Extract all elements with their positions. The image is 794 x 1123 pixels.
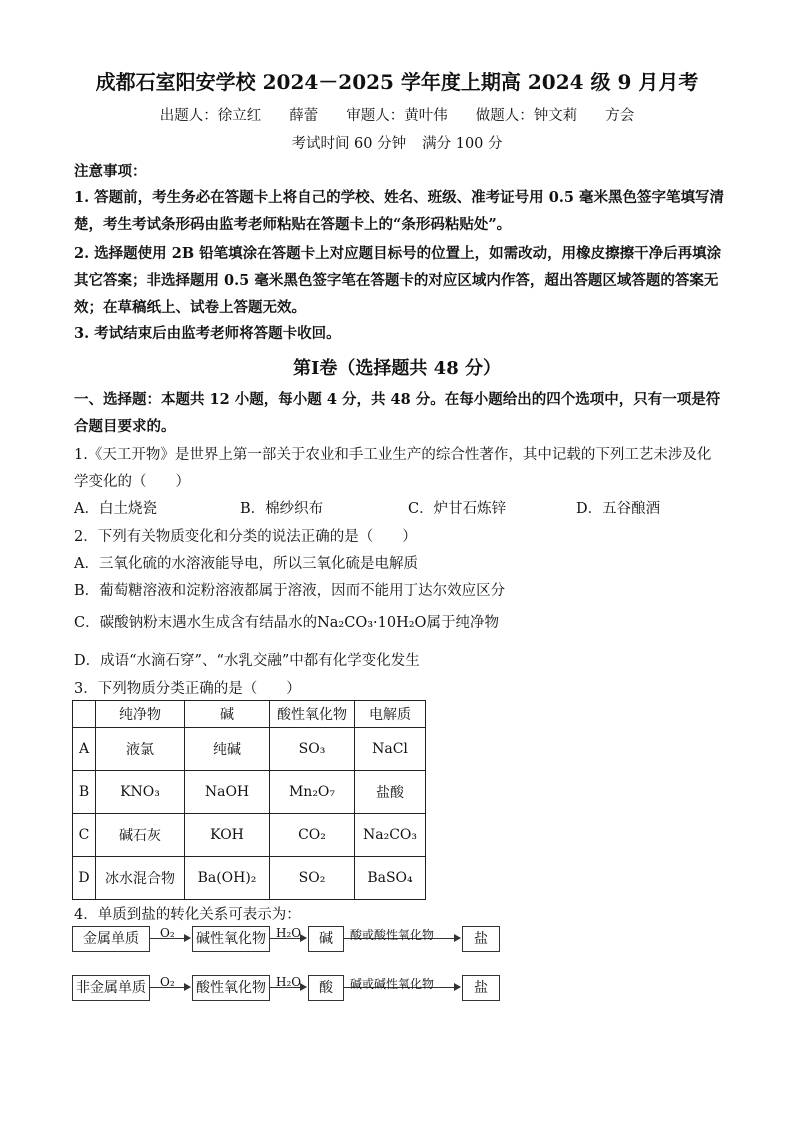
exam-score: 满分 100 分 [422, 136, 503, 152]
table-row [73, 857, 426, 900]
classification-table [72, 700, 426, 900]
note-item-2: 2. 选择题使用 2B 铅笔填涂在答题卡上对应题目标号的位置上，如需改动，用橡皮擦擦干净后再填涂其它答案；非选择题用 0.5 毫米黑色签字笔在答题卡的对应区域内作答，超出答题区域答题的答案无效；在草稿纸上、试卷上答题无效。 [74, 245, 722, 316]
flow-arrow-label: O₂ [160, 926, 175, 940]
setters-label: 出题人： [159, 108, 218, 124]
table-cell: 盐酸 [355, 771, 426, 814]
table-header-cell: 纯净物 [96, 701, 185, 728]
staff-line [0, 104, 794, 125]
exam-info-line [0, 132, 794, 153]
section-title: 第Ⅰ卷（选择题共 48 分） [292, 358, 501, 379]
table-cell: KNO₃ [96, 771, 185, 814]
table-cell: A [73, 728, 96, 771]
table-cell: NaCl [355, 728, 426, 771]
q2-option-d: D．成语“水滴石穿”、“水乳交融”中都有化学变化发生 [74, 653, 420, 669]
question-4-stem: 4．单质到盐的转化关系可表示为： [74, 907, 301, 923]
table-header-cell: 电解质 [355, 701, 426, 728]
q1-option-c: C．炉甘石炼锌 [408, 501, 507, 517]
q1-option-b: B．棉纱织布 [240, 501, 324, 517]
flow-arrow-label: 酸或酸性氧化物 [350, 928, 435, 942]
table-cell: 液氯 [96, 728, 185, 771]
flow-box-acid: 酸 [308, 975, 344, 1001]
question-3-stem: 3．下列物质分类正确的是（ ） [74, 681, 301, 697]
q2-option-a: A．三氧化硫的水溶液能导电，所以三氧化硫是电解质 [74, 556, 418, 572]
flow-arrow [150, 926, 190, 940]
flow-arrow [150, 975, 190, 989]
flow-arrow-label: H₂O [276, 926, 302, 940]
note-item-3: 3. 考试结束后由监考老师将答题卡收回。 [74, 325, 341, 342]
reviewer: 黄叶伟 [404, 108, 448, 124]
question-1-stem: 1.《天工开物》是世界上第一部关于农业和手工业生产的综合性著作，其中记载的下列工艺未涉及化学变化的（ ） [74, 447, 712, 490]
maker-1: 钟文莉 [533, 108, 578, 124]
table-cell: SO₃ [270, 728, 355, 771]
q2-option-c-formula: Na₂CO₃·10H₂O [317, 615, 427, 631]
setter-2: 薛蕾 [289, 108, 319, 124]
flow-arrow [344, 977, 460, 991]
flow-arrow-label: H₂O [276, 975, 302, 989]
setter-1: 徐立红 [217, 108, 262, 124]
table-cell: B [73, 771, 96, 814]
table-cell: D [73, 857, 96, 900]
reviewer-label: 审题人： [346, 108, 405, 124]
maker-label: 做题人： [475, 108, 534, 124]
flow-box-metal: 金属单质 [72, 926, 150, 952]
table-cell: Na₂CO₃ [355, 814, 426, 857]
flow-box-base: 碱 [308, 926, 344, 952]
flow-arrow [270, 926, 306, 940]
table-cell: NaOH [185, 771, 270, 814]
note-item-1: 1. 答题前，考生务必在答题卡上将自己的学校、姓名、班级、准考证号用 0.5 毫米黑色签字笔填写清楚，考生考试条形码由监考老师粘贴在答题卡上的“条形码粘贴处”。 [74, 189, 725, 233]
table-cell: CO₂ [270, 814, 355, 857]
q2-option-b: B．葡萄糖溶液和淀粉溶液都属于溶液，因而不能用丁达尔效应区分 [74, 583, 506, 599]
table-header-cell: 碱 [185, 701, 270, 728]
flow-box-salt: 盐 [462, 975, 500, 1001]
table-header-cell [73, 701, 96, 728]
table-cell: 碱石灰 [96, 814, 185, 857]
exam-time: 考试时间 60 分钟 [291, 136, 407, 152]
table-cell: C [73, 814, 96, 857]
q1-option-d: D．五谷酿酒 [576, 501, 661, 517]
flow-arrow [270, 975, 306, 989]
table-cell: KOH [185, 814, 270, 857]
flow-arrow [344, 928, 460, 942]
q2-option-c-pre: C．碳酸钠粉末遇水生成含有结晶水的 [74, 615, 318, 631]
table-cell: Ba(OH)₂ [185, 857, 270, 900]
flow-box-basic-oxide: 碱性氧化物 [192, 926, 270, 952]
flow-arrow-label: 碱或碱性氧化物 [350, 977, 435, 991]
table-cell: 冰水混合物 [96, 857, 185, 900]
q2-option-c [74, 610, 724, 637]
table-row [73, 814, 426, 857]
question-2-stem: 2．下列有关物质变化和分类的说法正确的是（ ） [74, 529, 417, 545]
table-header-row [73, 701, 426, 728]
table-header-cell: 酸性氧化物 [270, 701, 355, 728]
flow-box-acidic-oxide: 酸性氧化物 [192, 975, 270, 1001]
flow-box-salt: 盐 [462, 926, 500, 952]
table-row [73, 728, 426, 771]
table-cell: 纯碱 [185, 728, 270, 771]
q2-option-c-post: 属于纯净物 [426, 615, 499, 631]
maker-2: 方会 [605, 108, 635, 124]
q1-option-a: A．白土烧瓷 [74, 501, 157, 517]
exam-title: 成都石室阳安学校 2024－2025 学年度上期高 2024 级 9 月月考 [95, 70, 699, 94]
table-cell: BaSO₄ [355, 857, 426, 900]
part-instructions: 一、选择题：本题共 12 小题，每小题 4 分，共 48 分。在每小题给出的四个选项中，只有一项是符合题目要求的。 [74, 391, 721, 435]
table-row [73, 771, 426, 814]
notes-title: 注意事项： [74, 163, 147, 180]
flow-arrow-label: O₂ [160, 975, 175, 989]
table-cell: SO₂ [270, 857, 355, 900]
flow-box-nonmetal: 非金属单质 [72, 975, 150, 1001]
table-cell: Mn₂O₇ [270, 771, 355, 814]
